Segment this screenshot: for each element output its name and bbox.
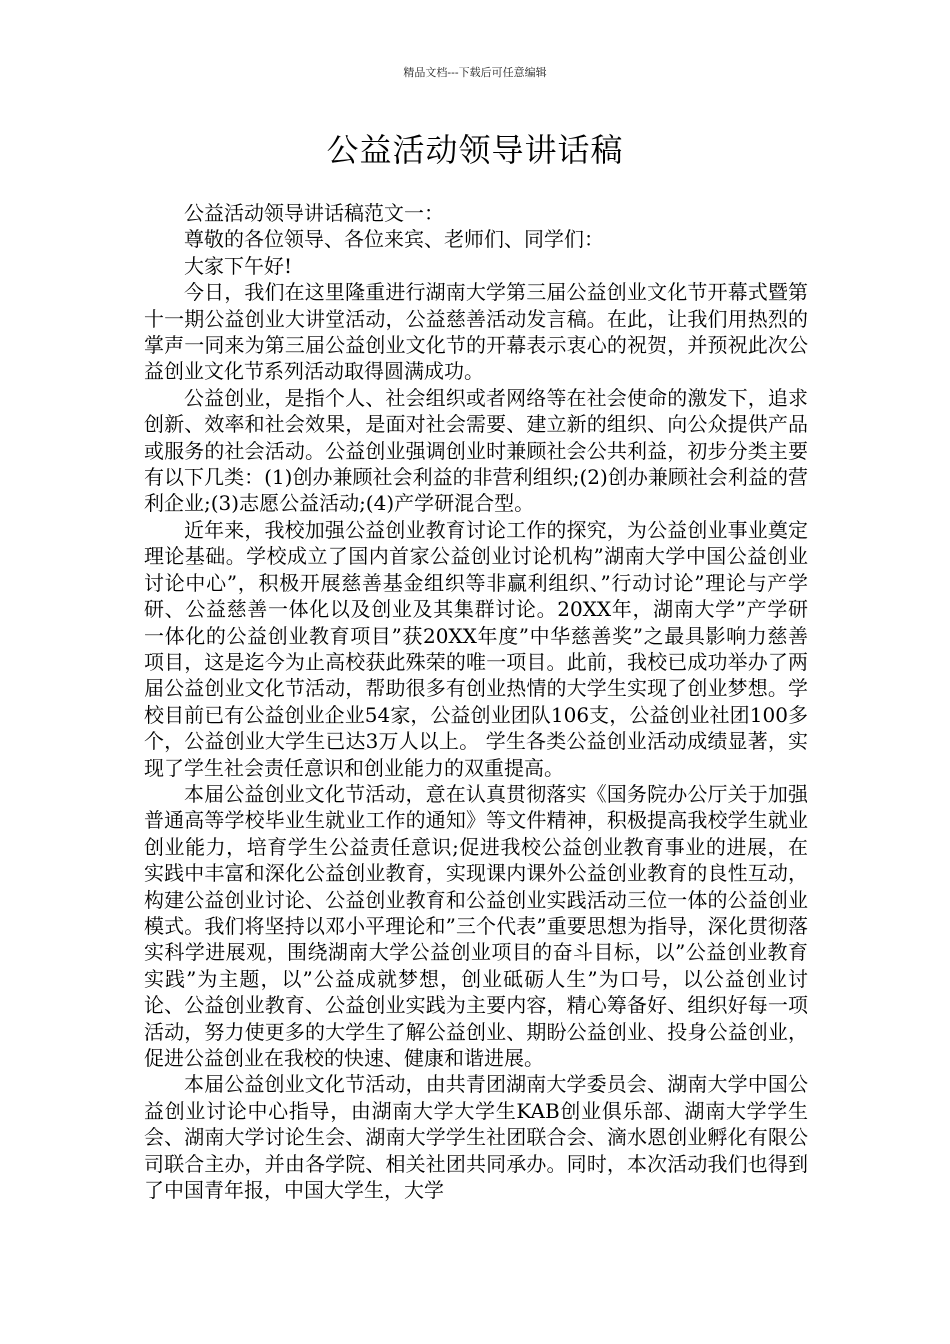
- paragraph-greeting: 大家下午好!: [184, 253, 293, 278]
- paragraph-salutation: 尊敬的各位领导、各位来宾、老师们、同学们：: [184, 227, 604, 252]
- paragraph: 本届公益创业文化节活动，意在认真贯彻落实《国务院办公厅关于加强普通高等学校毕业生就业工作的通知》等文件精神，积极提高我校学生就业创业能力，培育学生公益责任意识;促进我校公益创业教育事业的进展，在实践中丰富和深化公益创业教育，实现课内课外公益创业教育的良性互动，构建公益创业讨论、公益创业教育和公益创业实践活动三位一体的公益创业模式。我们将坚持以邓小平理论和”三个代表”重要思想为指导，深化贯彻落实科学进展观，围绕湖南大学公益创业项目的奋斗目标，以”公益创业教育实践”为主题，以”公益成就梦想，创业砥砺人生”为口号，以公益创业讨论、公益创业教育、公益创业实践为主要内容，精心筹备好、组织好每一项活动，努力使更多的大学生了解公益创业、期盼公益创业、投身公益创业，促进公益创业在我校的快速、健康和谐进展。: [144, 781, 808, 1070]
- header-note: 精品文档---下载后可任意编辑: [403, 66, 547, 79]
- document-title: 公益活动领导讲话稿: [326, 131, 624, 169]
- document-body: [144, 200, 808, 1203]
- paragraph: 今日，我们在这里隆重进行湖南大学第三届公益创业文化节开幕式暨第十一期公益创业大讲堂活动，公益慈善活动发言稿。在此，让我们用热烈的掌声一同来为第三届公益创业文化节的开幕表示衷心的祝贺，并预祝此次公益创业文化节系列活动取得圆满成功。: [144, 280, 808, 384]
- paragraph-heading: 公益活动领导讲话稿范文一：: [184, 201, 444, 225]
- paragraph: 本届公益创业文化节活动，由共青团湖南大学委员会、湖南大学中国公益创业讨论中心指导，由湖南大学大学生KAB创业俱乐部、湖南大学学生会、湖南大学讨论生会、湖南大学学生社团联合会、滴水恩创业孵化有限公司联合主办，并由各学院、相关社团共同承办。同时，本次活动我们也得到了中国青年报，中国大学生，大学: [144, 1072, 808, 1203]
- paragraph: 近年来，我校加强公益创业教育讨论工作的探究，为公益创业事业奠定理论基础。学校成立了国内首家公益创业讨论机构”湖南大学中国公益创业讨论中心”，积极开展慈善基金组织等非赢利组织、”行动讨论”理论与产学研、公益慈善一体化以及创业及其集群讨论。20XX年，湖南大学”产学研一体化的公益创业教育项目”获20XX年度”中华慈善奖”之最具影响力慈善项目，这是迄今为止高校获此殊荣的唯一项目。此前，我校已成功举办了两届公益创业文化节活动，帮助很多有创业热情的大学生实现了创业梦想。学校目前已有公益创业企业54家，公益创业团队106支，公益创业社团100多个，公益创业大学生已达3万人以上。 学生各类公益创业活动成绩显著，实现了学生社会责任意识和创业能力的双重提高。: [144, 517, 808, 780]
- paragraph: 公益创业，是指个人、社会组织或者网络等在社会使命的激发下，追求创新、效率和社会效果，是面对社会需要、建立新的组织、向公众提供产品或服务的社会活动。公益创业强调创业时兼顾社会公共利益，初步分类主要有以下几类：(1)创办兼顾社会利益的非营利组织;(2)创办兼顾社会利益的营利企业;(3)志愿公益活动;(4)产学研混合型。: [144, 385, 808, 516]
